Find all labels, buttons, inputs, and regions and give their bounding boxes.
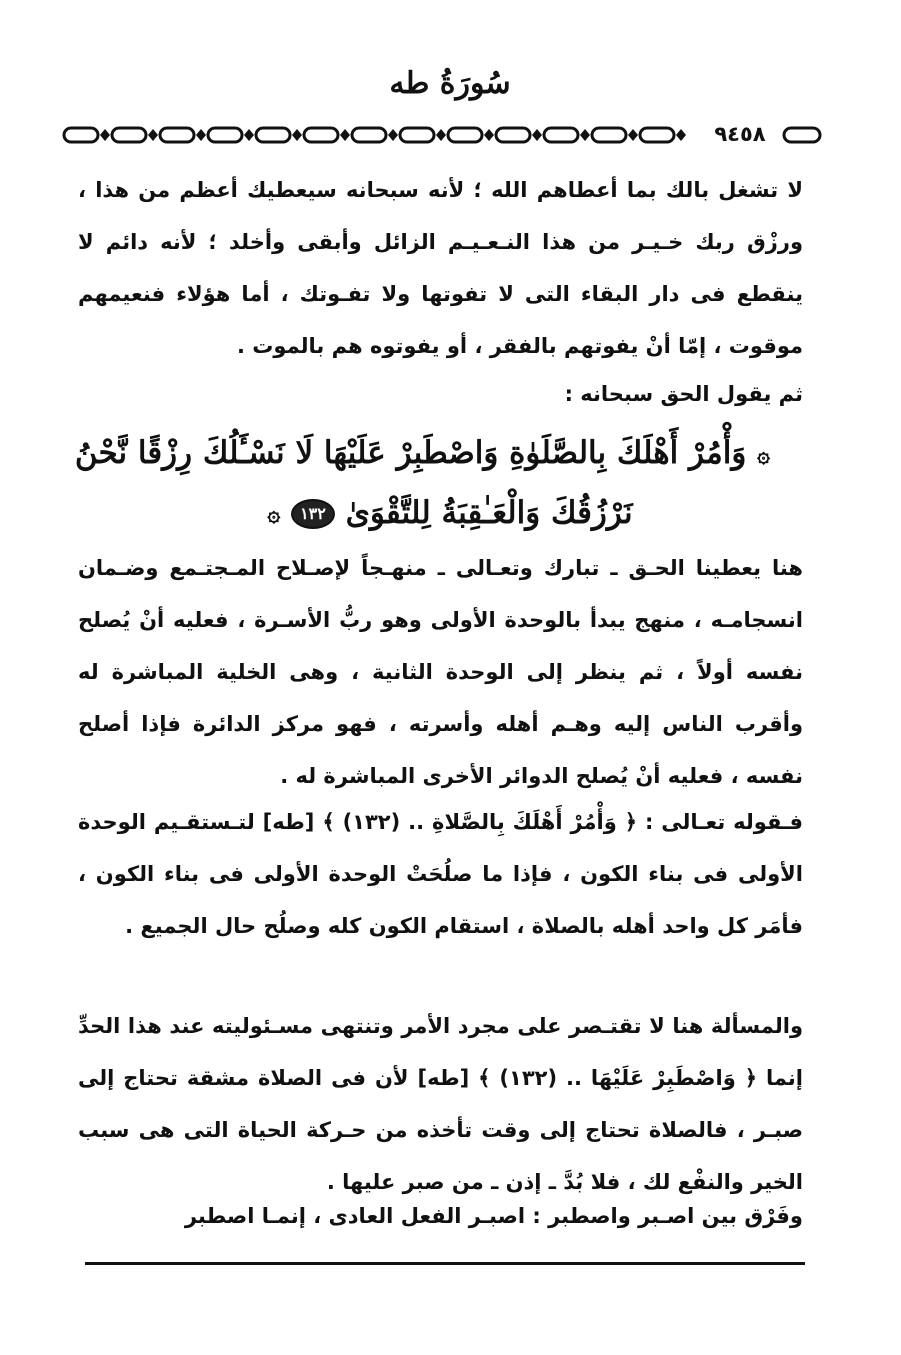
paragraph-intro-verse: ثم يقول الحق سبحانه : (564, 382, 803, 406)
quran-verse-block (74, 424, 770, 543)
paragraph-5: والمسألة هنا لا تقتـصر على مجرد الأمر وتنتهى مسـئوليته عند هذا الحدِّ إنما ﴿ وَاصْطَبِرْ عَلَيْهَا .. (١٣٢) ﴾ [طه] لأن فى الصلاة مشقة تحتاج إلى صبـر ، فالصلاة تحتاج إلى وقت تأخذه من حـركة الحياة التى هى سبب الخير والنفْع لك ، فلا بُدَّ ـ إذن ـ من صبر عليها . (78, 1014, 803, 1194)
ayah-number-badge: ١٣٢ (291, 499, 335, 529)
header-border-end-cap (780, 120, 825, 150)
footer-divider (85, 1262, 805, 1265)
paragraph-6: وفَرْق بين اصـبر واصطبر : اصبـر الفعل العادى ، إنمـا اصطبر (184, 1204, 803, 1228)
verse-text-line-2: نَرْزُقُكَ وَالْعَـٰقِبَةُ لِلتَّقْوَىٰ (345, 494, 633, 531)
surah-title: سُورَةُ طه (389, 66, 511, 101)
verse-line-2 (130, 484, 770, 544)
paragraph-4: فـقوله تعـالى : ﴿ وَأْمُرْ أَهْلَكَ بِالصَّلاةِ .. (١٣٢) ﴾ [طه] لتـستقـيم الوحدة الأولى فى بناء الكون ، فإذا ما صلُحَتْ الوحدة الأولى فى بناء الكون ، فأمَر كل واحد أهله بالصلاة ، استقام الكون كله وصلُح حال الجميع . (78, 810, 803, 938)
verse-close-ornament-icon: ۞ (267, 501, 281, 527)
paragraph-3: هنا يعطينا الحـق ـ تبارك وتعـالى ـ منهـجاً لإصـلاح المـجتـمع وضـمان انسجامـه ، منهج يبدأ بالوحدة الأولى وهو ربُّ الأسـرة ، فعليه أنْ يُصلح نفسه أولاً ، ثم ينظر إلى الوحدة الثانية ، وهى الخلية المباشرة له وأقرب الناس إليه وهـم أهله وأسرته ، فهو مركز الدائرة فإذا أصلح نفسه ، فعليه أنْ يُصلح الدوائر الأخرى المباشرة له . (78, 556, 803, 788)
verse-open-ornament-icon: ۞ (757, 441, 770, 468)
header-ornamental-border (60, 120, 700, 150)
page-number: ٩٤٥٨ (714, 122, 766, 146)
verse-text-line-1: وَأْمُرْ أَهْلَكَ بِالصَّلَوٰةِ وَاصْطَبِرْ عَلَيْهَا لَا نَسْـَٔلُكَ رِزْقًا نَّحْنُ (74, 435, 747, 471)
verse-line-1 (74, 424, 770, 484)
paragraph-1: لا تشغل بالك بما أعطاهم الله ؛ لأنه سبحانه سيعطيك أعظم من هذا ، ورزْق ربك خـيـر من هذا النـعـيـم الزائل وأبقى وأخلد ؛ لأنه دائم لا ينقطع فى دار البقاء التى لا تفوتها ولا تفـوتك ، أما هؤلاء فنعيمهم موقوت ، إمّا أنْ يفوتهم بالفقر ، أو يفوتوه هم بالموت . (78, 178, 803, 358)
